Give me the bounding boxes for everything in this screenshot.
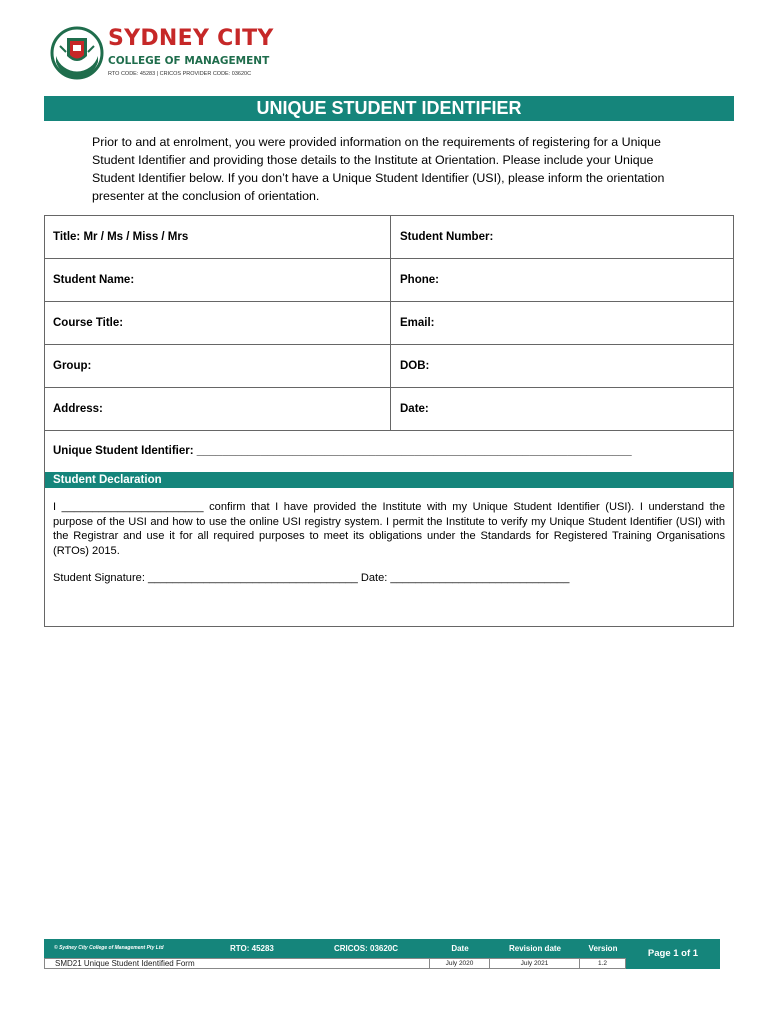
- footer-copyright: © Sydney City College of Management Pty Ltd: [44, 939, 222, 958]
- page-footer: [44, 939, 720, 969]
- footer-cricos: CRICOS: 03620C: [326, 939, 430, 958]
- declaration-text: I _______________________ confirm that I have provided the Institute with my Unique Student Identifier (USI). I understand the purpose of the USI and how to use the online USI registry system. I permit the Institute to verify my Unique Student Identifier (USI) with the Registrar and use it for all required purposes to meet its obligations under the Standards for Registered Training Organisations (RTOs) 2015.: [53, 501, 725, 557]
- dob-field[interactable]: DOB:: [400, 360, 430, 372]
- email-field[interactable]: Email:: [400, 317, 435, 329]
- usi-field[interactable]: Unique Student Identifier: ____________________________________________________________________: [53, 445, 632, 457]
- logo-codes: RTO CODE: 45283 | CRICOS PROVIDER CODE: 03620C: [108, 71, 252, 77]
- form-row: [45, 259, 733, 302]
- footer-revision-header: Revision date: [490, 939, 580, 958]
- declaration-heading: Student Declaration: [45, 472, 733, 488]
- intro-paragraph: Prior to and at enrolment, you were provided information on the requirements of registering for a Unique Student Identifier and providing those details to the Institute at Orientation. Please include your Unique Student Identifier below. If you don’t have a Unique Student Identifier (USI), please inform the orientation presenter at the conclusion of orientation.: [92, 135, 665, 203]
- form-row: [45, 216, 733, 259]
- student-form: [44, 215, 734, 627]
- footer-document-name: SMD21 Unique Student Identified Form: [44, 958, 430, 969]
- student-name-field[interactable]: Student Name:: [45, 259, 391, 301]
- form-row: [45, 302, 733, 345]
- page-title: UNIQUE STUDENT IDENTIFIER: [44, 96, 734, 121]
- signature-line[interactable]: Student Signature: __________________________________ Date: _____________________________: [53, 572, 570, 584]
- student-number-field[interactable]: Student Number:: [400, 231, 494, 243]
- address-field[interactable]: Address:: [45, 388, 391, 430]
- title-field[interactable]: Title: Mr / Ms / Miss / Mrs: [45, 216, 391, 258]
- footer-date-value: July 2020: [430, 958, 490, 969]
- logo-subtitle: COLLEGE OF MANAGEMENT: [108, 55, 270, 67]
- form-row: [45, 345, 733, 388]
- footer-rto: RTO: 45283: [222, 939, 326, 958]
- course-title-field[interactable]: Course Title:: [45, 302, 391, 344]
- footer-page-number: Page 1 of 1: [626, 939, 720, 969]
- footer-revision-value: July 2021: [490, 958, 580, 969]
- form-row: [45, 388, 733, 431]
- footer-version-header: Version: [580, 939, 626, 958]
- phone-field[interactable]: Phone:: [400, 274, 439, 286]
- footer-version-value: 1.2: [580, 958, 626, 969]
- logo-name: SYDNEY CITY: [108, 26, 274, 51]
- group-field[interactable]: Group:: [45, 345, 391, 387]
- college-crest-logo: [48, 26, 106, 80]
- footer-date-header: Date: [430, 939, 490, 958]
- date-field[interactable]: Date:: [400, 403, 429, 415]
